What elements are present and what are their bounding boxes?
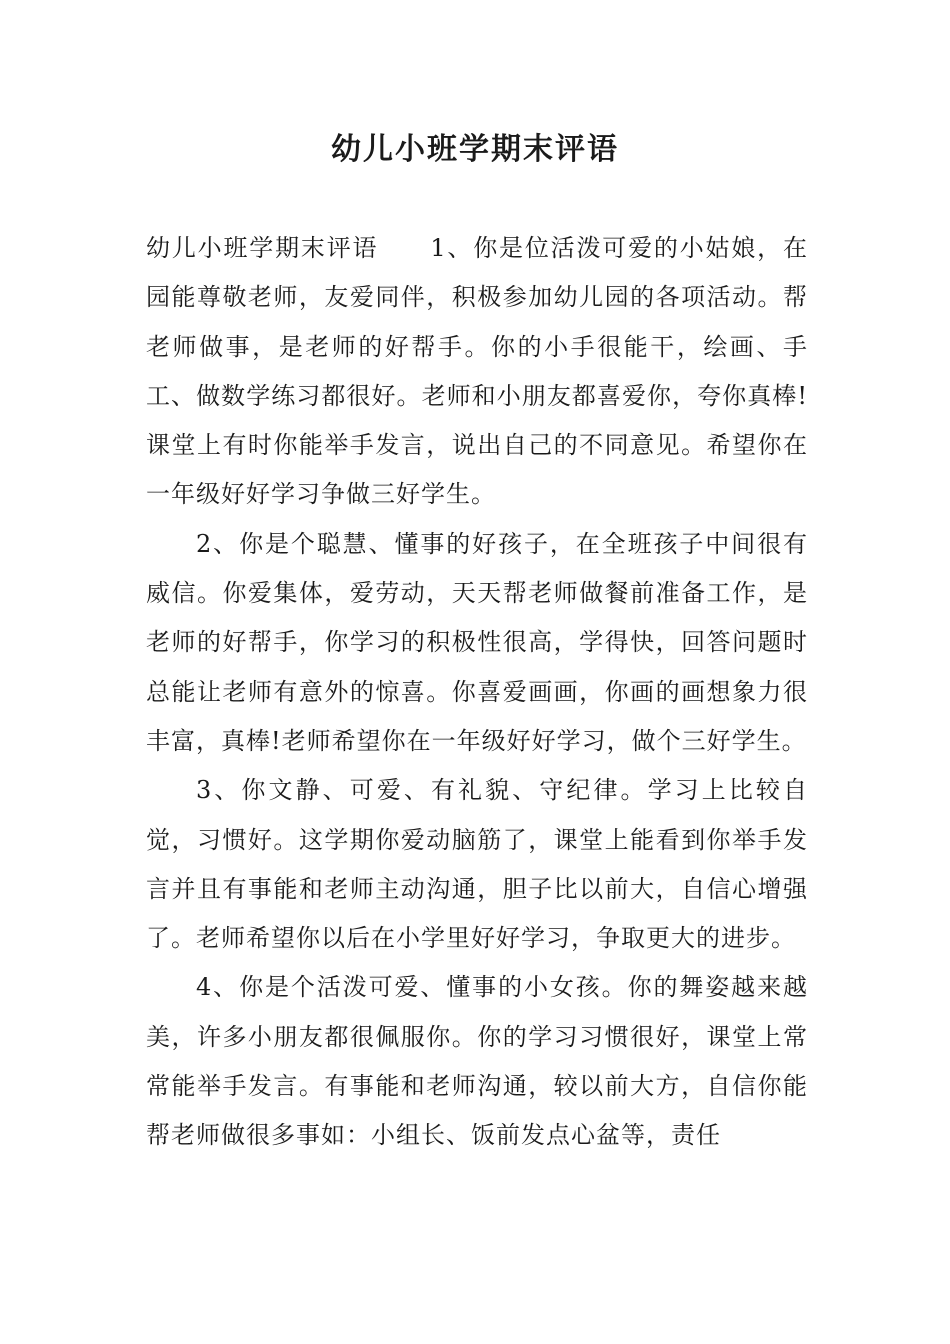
paragraph-1-text: 1、你是位活泼可爱的小姑娘，在园能尊敬老师，友爱同伴，积极参加幼儿园的各项活动。帮老师做事，是老师的好帮手。你的小手很能干，绘画、手工、做数学练习都很好。老师和小朋友都喜爱你，夸你真棒!课堂上有时你能举手发言，说出自己的不同意见。希望你在一年级好好学习争做三好学生。 <box>146 234 808 509</box>
document-title: 幼儿小班学期末评语 <box>331 132 619 167</box>
paragraph-3: 3、你文静、可爱、有礼貌、守纪律。学习上比较自觉，习惯好。这学期你爱动脑筋了，课堂上能看到你举手发言并且有事能和老师主动沟通，胆子比以前大，自信心增强了。老师希望你以后在小学里好好学习，争取更大的进步。 <box>146 776 808 953</box>
document-body <box>146 224 808 1161</box>
paragraph-4: 4、你是个活泼可爱、懂事的小女孩。你的舞姿越来越美，许多小朋友都很佩服你。你的学习习惯很好，课堂上常常能举手发言。有事能和老师沟通，较以前大方，自信你能帮老师做很多事如：小组长、饭前发点心盆等，责任 <box>146 973 808 1150</box>
paragraph-2: 2、你是个聪慧、懂事的好孩子，在全班孩子中间很有威信。你爱集体，爱劳动，天天帮老师做餐前准备工作，是老师的好帮手，你学习的积极性很高，学得快，回答问题时总能让老师有意外的惊喜。你喜爱画画，你画的画想象力很丰富，真棒!老师希望你在一年级好好学习，做个三好学生。 <box>146 529 808 755</box>
lead-title: 幼儿小班学期末评语 <box>146 234 379 262</box>
paragraph-1 <box>146 224 808 520</box>
